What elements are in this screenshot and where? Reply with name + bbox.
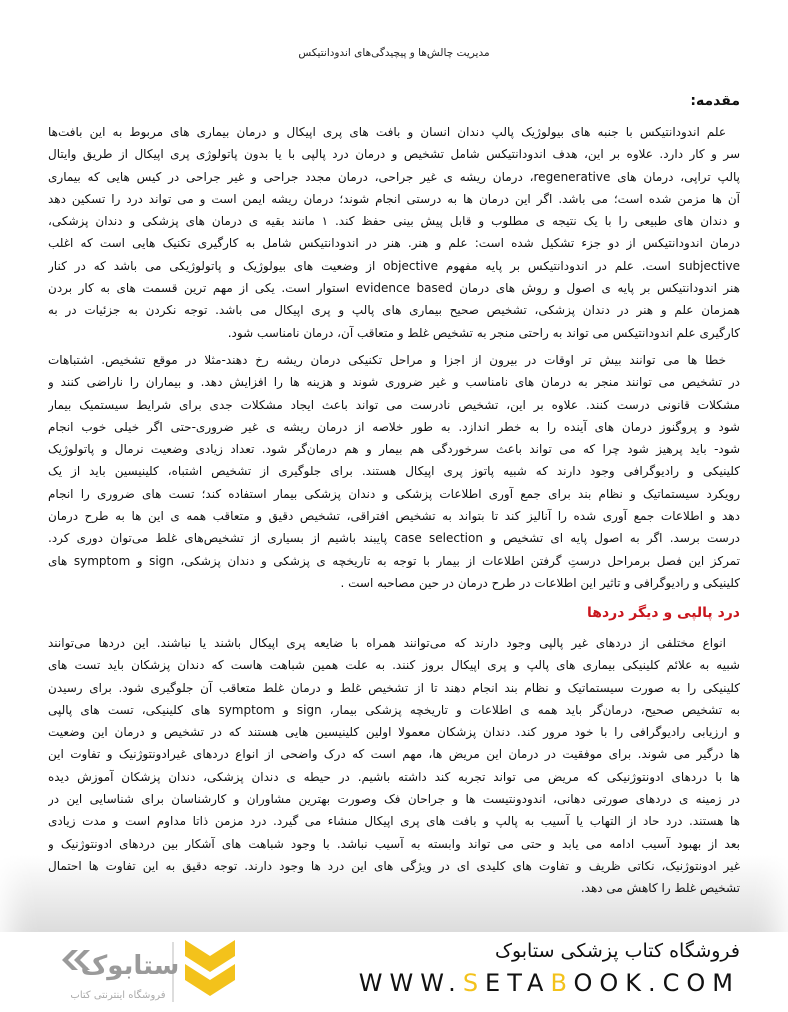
- text-line: دهد و اطلاعات جمع آوری شده را آنالیز کند تا بتواند به تشخیص افتراقی، تشخیص دقیق و متعاقب همه ی این ها به طرح درمان: [48, 509, 740, 524]
- text-line: انواع مختلفی از دردهای غیر پالپی وجود دارند که می‌توانند همراه با ضایعه پری اپیکال باشند یا نباشند. این دردها می‌توانند: [48, 636, 726, 650]
- text-line: کلینیکی را به صورت سیستماتیک و نظام بند انجام دهند تا از تشخیص غلط و درمان غلط متعاقب آن جلوگیری شود. برای رسیدن: [48, 680, 740, 695]
- text-line: ها درگیر می شوند. برای موفقیت در درمان این مریض ها، مهم است که درک واضحی از انواع دردهای غیرادونتوژنیک و تفاوت این: [48, 747, 740, 762]
- text-line: آن ها مزمن شده است؛ می باشد. اگر این درمان ها به درستی انجام شوند؛ درمان ریشه ایمن است و می تواند درد را تسکین دهد: [48, 191, 740, 206]
- text-line: شود- باید پرهیز شود چرا که می تواند باعث سرخوردگی هم بیمار و هم درمان‌گر شود. تعداد زیادی وضعیت نرمال و پاتولوژیک: [48, 442, 740, 457]
- text-line: کلینیکی و رادیوگرافی وجود دارند که شبیه پاتوز پری اپیکال هستند. برای جلوگیری از تشخیص اشتباه، کلینیسین باید از یک: [48, 464, 740, 479]
- text-line: در زمینه ی دردهای صورتی دهانی، اندودونتیست ها و جراحان فک وصورت بهترین مشاوران و کارشناسان برای شناسایی این در: [48, 792, 740, 807]
- text-line: هنر اندودانتیکس بر پایه ی اصول و روش های درمان evidence based استوار است. یکی از مهم ترین قسمت های به کار بردن: [48, 281, 740, 296]
- text-line: تشخیص غلط را کاهش می دهد.: [580, 881, 740, 896]
- setabook-logo: [60, 932, 250, 1007]
- text-line: ها با دردهای ادونتوژنیکی که مریض می تواند تجربه کند داشته باشیم. در حیطه ی دندان پزشکی، دندان پزشکان آموزش دیده: [48, 769, 740, 784]
- url-part-highlight: B: [550, 969, 574, 997]
- text-line: به تشخیص صحیح، درمان‌گر باید همه ی اطلاعات و تاریخچه پزشکی بیمار، sign و symptom های کلینیکی، تست های پالپی: [48, 702, 740, 717]
- section-heading-intro: مقدمه:: [690, 93, 740, 109]
- chevron-logo-icon: [185, 940, 235, 996]
- text-line: سر و کار دارد. علاوه بر این، هدف اندودانتیکس شامل تشخیص و درمان درد پالپی با یا بدون پاتولوژی پری اپیکال از طریق وایتال: [48, 147, 740, 162]
- store-url[interactable]: [359, 969, 740, 997]
- text-line: subjective است. علم در اندودانتیکس بر پایه مفهوم objective از وضعیت های بیولوژیک و پاتولوژیکی می باشد که در کنار: [48, 258, 740, 273]
- url-part: WWW.: [358, 969, 463, 997]
- text-line: بعد از بهبود آسیب ادامه می یابد و حتی می تواند وابسته به آسیب نباشد. با وجود شباهت های آشکار بین دردهای ادونتوژنیک و: [48, 836, 740, 851]
- text-line: تمرکز این فصل برمراحل درستِ گرفتن اطلاعات از بیمار با توجه به تاریخچه ی پزشکی و دندان پزشکی، sign و symptom های: [48, 553, 740, 568]
- section-heading-pulpal-pain: درد پالپی و دیگر دردها: [587, 605, 740, 621]
- logo-wordmark: ستابوک: [80, 951, 180, 981]
- text-line: پالپ تراپی، درمان های regenerative، درمان ریشه ی غیر جراحی، درمان مجدد جراحی و غیر جراحی در کیس هایی که بیماری: [48, 169, 740, 184]
- text-line: ها هستند. درد حاد از التهاب یا آسیب به پالپ و بافت های پری اپیکال منشاء می گیرد. درد مزمن ذاتا مداوم است و مدت زیادی: [48, 814, 740, 829]
- text-line: کارگیری علم اندودانتیکس می تواند به راحتی منجر به تشخیص غلط و متعاقب آن، درمان نامناسب شود.: [227, 325, 740, 340]
- paragraph-intro: [48, 121, 740, 344]
- paragraph-errors: [48, 349, 740, 594]
- text-line: علم اندودانتیکس با جنبه های بیولوژیک پالپ دندان انسان و بافت های پری اپیکال و درمان بیماری های مربوط به این بافت‌ها: [48, 125, 726, 139]
- text-line: در تشخیص می توانند منجر به درمان های نامناسب و غیر ضروری شوند و هزینه ها را افزایش دهد. و بیماران را ناراضی کنند و: [48, 375, 740, 390]
- text-line: خطا ها می توانند بیش تر اوقات در بیرون از اجزا و مراحل تکنیکی درمان ریشه رخ دهند-مثلا در موقع تشخیص. اشتباهات: [48, 353, 726, 367]
- text-line: و ارزیابی رادیوگرافی را با خود مرور کند. دندان پزشکان معمولا اولین کلینیسین هایی هستند که در تشخیص و درمان این وضعیت: [48, 725, 740, 740]
- text-line: رویکرد سیستماتیک و نظام بند برای جمع آوری اطلاعات پزشکی و دندان پزشکی بیمار استفاده کند؛ تست های ضروری را انجام: [48, 486, 740, 501]
- text-line: شبیه به علائم کلینیکی بیماری های پالپ و پری اپیکال بروز کنند. به علت همین شباهت هاست که دندان پزشکان باید تست های: [48, 658, 740, 673]
- text-line: و دندان های طبیعی را با یک نتیجه ی مطلوب و قابل پیش بینی حفظ کند. ۱ مانند بقیه ی درمان های پزشکی و دندان پزشکی،: [48, 214, 740, 229]
- store-name: فروشگاه کتاب پزشکی ستابوک: [494, 940, 740, 962]
- text-line: شود و پروگنوز درمان های آینده را به خطر اندازد. به طور خلاصه از درمان ریشه ی غیر ضروری-حتی اگر خیلی خوب انجام: [48, 419, 740, 434]
- url-part: ETA: [485, 969, 551, 997]
- paragraph-pain: [48, 632, 740, 900]
- url-part-highlight: S: [462, 969, 486, 997]
- text-line: همزمان علم و هنر در دندان پزشکی، تشخیص صحیح بیماری های پالپ و پری اپیکال می باشد. توجه نکردن به جزئیات در به: [48, 303, 740, 318]
- text-line: درست برسد. اگر به اصول پایه ای تشخیص و case selection پایبند باشیم از بسیاری از تشخیص‌های غلط می‌توان دوری کرد.: [48, 531, 740, 546]
- running-header: مدیریت چالش‌ها و پیچیدگی‌های اندودانتیکس: [298, 47, 490, 59]
- footer-banner: [0, 932, 788, 1012]
- text-line: کلینیکی و رادیوگرافی و تاثیر این اطلاعات در طرح درمان در حین مصاحبه است .: [340, 575, 740, 590]
- logo-tagline: فروشگاه اینترنتی کتاب: [70, 990, 166, 1001]
- text-line: غیر ادونتوژنیک، نکاتی ظریف و تفاوت های کلیدی ای در ویژگی های این درد ها وجود دارند. توجه دقیق به این تفاوت ها احتمال: [48, 858, 740, 873]
- url-part: OOK.COM: [573, 969, 740, 997]
- text-line: درمان اندودانتیکس از دو جزء تشکیل شده است: علم و هنر. هنر در اندودانتیکس شامل به کارگیری تکنیک هایی است که اغلب: [48, 236, 740, 251]
- text-line: مشکلات قانونی درست کنند. علاوه بر این، تشخیص نادرست می تواند باعث ایجاد مشکلات جدی برای شرایط سیستمیک بیمار: [48, 397, 740, 412]
